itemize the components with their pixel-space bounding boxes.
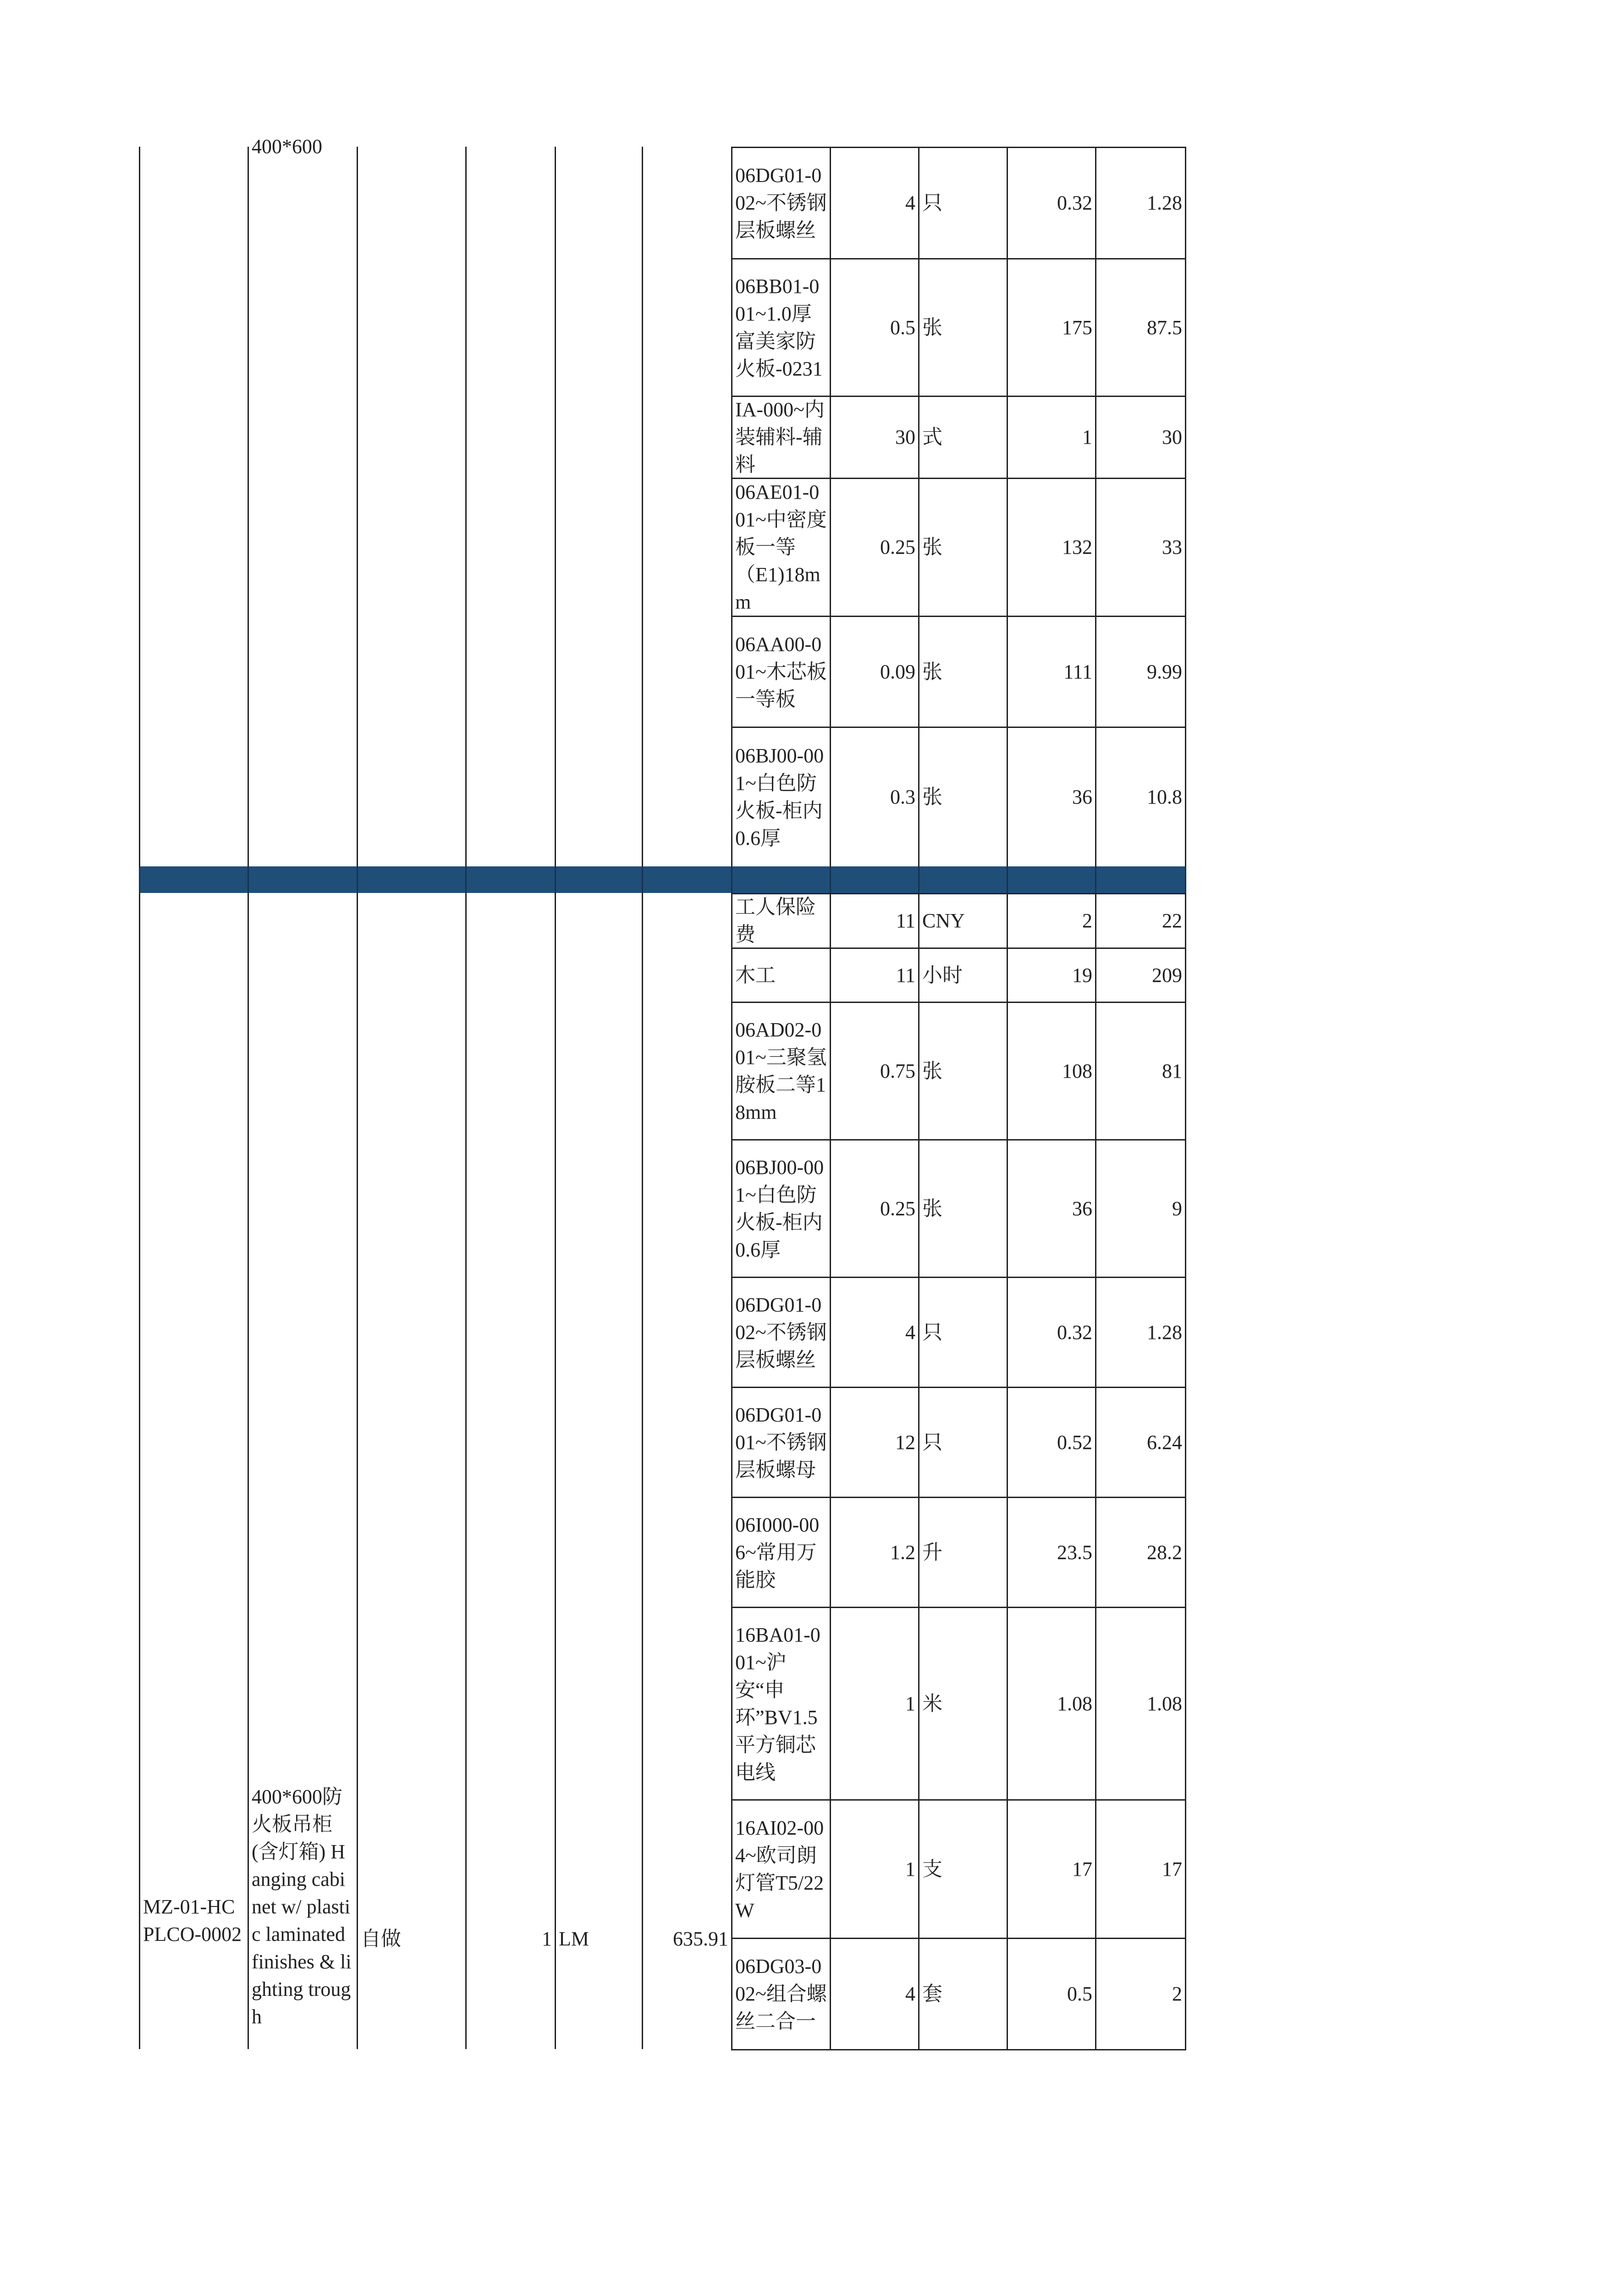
block1-price-cell: 111 [1063, 660, 1092, 683]
block2-price-cell: 108 [1062, 1059, 1092, 1082]
block1-price-cell: 1 [1082, 426, 1092, 448]
block2-amount-cell: 81 [1162, 1059, 1182, 1082]
block1-qty-cell: 0.3 [890, 786, 915, 808]
block2-unit-cell: 张 [922, 1197, 942, 1220]
band-separator [731, 866, 732, 893]
block2-qty-cell: 1 [905, 1692, 915, 1715]
block2-qty-cell: 4 [905, 1321, 915, 1344]
block2-unit-cell: 张 [922, 1059, 942, 1082]
block1-unit-cell: 张 [922, 660, 942, 683]
grid-vline-mat [1185, 893, 1186, 2049]
block2-amount-cell: 28.2 [1147, 1541, 1182, 1564]
block2-price-cell: 1.08 [1057, 1692, 1092, 1715]
block2-material-cell: 06I000-006~常用万能胶 [735, 1513, 820, 1591]
block2-amount-cell: 6.24 [1147, 1431, 1182, 1454]
grid-vline-left [465, 147, 467, 2049]
item-source: 自做 [361, 1928, 401, 1950]
block2-qty-cell: 11 [896, 964, 915, 986]
grid-vline-left [642, 147, 643, 2049]
block1-amount-cell: 9.99 [1147, 660, 1182, 683]
grid-vline-left [357, 147, 358, 2049]
block2-unit-cell: CNY [922, 909, 965, 932]
band-separator [465, 866, 467, 893]
block2-qty-cell: 11 [896, 909, 915, 932]
block2-price-cell: 0.32 [1057, 1321, 1092, 1344]
block1-amount-cell: 33 [1162, 536, 1182, 558]
block2-price-cell: 19 [1072, 964, 1092, 986]
block2-unit-cell: 只 [922, 1321, 942, 1344]
block2-unit-cell: 支 [922, 1857, 942, 1880]
block2-price-cell: 0.5 [1067, 1983, 1092, 2005]
block2-price-cell: 23.5 [1057, 1541, 1092, 1564]
band-separator [918, 866, 919, 893]
block2-qty-cell: 1 [905, 1857, 915, 1880]
block1-material-cell: 06AE01-001~中密度板一等（E1)18mm [735, 481, 827, 613]
grid-vline-left [555, 147, 556, 2049]
block2-unit-cell: 米 [922, 1692, 942, 1715]
block2-material-cell: 16AI02-004~欧司朗灯管T5/22W [735, 1816, 824, 1922]
band-separator [248, 866, 249, 893]
block2-material-cell: 06DG01-001~不锈钢层板螺母 [735, 1403, 827, 1481]
band-separator [1185, 866, 1186, 893]
block2-material-cell: 16BA01-001~沪安“申环”BV1.5平方铜芯电线 [735, 1623, 820, 1784]
block1-amount-cell: 30 [1162, 426, 1182, 448]
block1-material-cell: 06BB01-001~1.0厚富美家防火板-0231 [735, 275, 823, 380]
section-band [139, 866, 1186, 893]
block1-unit-cell: 张 [922, 536, 942, 558]
block1-amount-cell: 1.28 [1147, 192, 1182, 214]
block1-unit-cell: 式 [922, 426, 942, 448]
block2-price-cell: 36 [1072, 1197, 1092, 1220]
block1-material-cell: 06AA00-001~木芯板一等板 [735, 633, 827, 711]
block2-material-cell: 工人保险费 [735, 896, 816, 946]
band-separator [555, 866, 556, 893]
block2-price-cell: 2 [1082, 909, 1092, 932]
item-total: 635.91 [673, 1928, 728, 1950]
grid-vline-mat [1185, 147, 1186, 866]
item-quantity: 1 [542, 1928, 552, 1950]
block2-unit-cell: 只 [922, 1431, 942, 1454]
block2-material-cell: 06DG03-002~组合螺丝二合一 [735, 1955, 827, 2033]
grid-vline-left [248, 147, 249, 2049]
grid-hline [731, 2049, 1186, 2050]
block2-amount-cell: 22 [1162, 909, 1182, 932]
block1-price-cell: 132 [1062, 536, 1092, 558]
block2-amount-cell: 1.28 [1147, 1321, 1182, 1344]
block2-unit-cell: 升 [922, 1541, 942, 1564]
block2-qty-cell: 0.25 [880, 1197, 915, 1220]
block2-qty-cell: 1.2 [890, 1541, 915, 1564]
block1-unit-cell: 张 [922, 316, 942, 339]
block2-price-cell: 0.52 [1057, 1431, 1092, 1454]
block1-qty-cell: 4 [905, 192, 915, 214]
item-code: MZ-01-HCPLCO-0002 [143, 1895, 242, 1945]
block1-price-cell: 175 [1062, 316, 1092, 339]
block2-amount-cell: 2 [1172, 1983, 1182, 2005]
band-separator [642, 866, 643, 893]
block2-material-cell: 06DG01-002~不锈钢层板螺丝 [735, 1293, 827, 1371]
block2-material-cell: 06AD02-001~三聚氢胺板二等18mm [735, 1018, 827, 1124]
block1-qty-cell: 0.25 [880, 536, 915, 558]
band-separator [139, 866, 140, 893]
block2-unit-cell: 小时 [922, 964, 963, 986]
grid-vline-left [139, 147, 140, 2049]
block1-unit-cell: 张 [922, 786, 942, 808]
block1-amount-cell: 10.8 [1147, 786, 1182, 808]
item-unit: LM [559, 1928, 589, 1950]
block1-price-cell: 0.32 [1057, 192, 1092, 214]
block1-material-cell: 06BJ00-001~白色防火板-柜内0.6厚 [735, 744, 824, 849]
block1-material-cell: 06DG01-002~不锈钢层板螺丝 [735, 164, 827, 242]
block2-qty-cell: 4 [905, 1983, 915, 2005]
block1-unit-cell: 只 [922, 192, 942, 214]
band-separator [830, 866, 831, 893]
item-description: 400*600防火板吊柜(含灯箱) Hanging cabinet w/ plastic laminated finishes & lighting trough [252, 1785, 352, 2028]
band-separator [1095, 866, 1096, 893]
block2-amount-cell: 17 [1162, 1857, 1182, 1880]
partial-spec-text: 400*600 [252, 135, 322, 158]
block2-material-cell: 06BJ00-001~白色防火板-柜内0.6厚 [735, 1156, 824, 1261]
block2-qty-cell: 12 [895, 1431, 915, 1454]
block2-unit-cell: 套 [922, 1983, 942, 2005]
block2-amount-cell: 209 [1152, 964, 1182, 986]
block2-amount-cell: 1.08 [1147, 1692, 1182, 1715]
band-separator [1007, 866, 1008, 893]
block1-price-cell: 36 [1072, 786, 1092, 808]
block2-price-cell: 17 [1072, 1857, 1092, 1880]
block1-qty-cell: 0.09 [880, 660, 915, 683]
block1-qty-cell: 30 [895, 426, 915, 448]
block1-material-cell: IA-000~内装辅料-辅料 [735, 398, 825, 476]
block2-qty-cell: 0.75 [880, 1059, 915, 1082]
block1-qty-cell: 0.5 [890, 316, 915, 339]
block2-amount-cell: 9 [1172, 1197, 1182, 1220]
block2-material-cell: 木工 [735, 964, 776, 986]
block1-amount-cell: 87.5 [1147, 316, 1182, 339]
band-separator [357, 866, 358, 893]
